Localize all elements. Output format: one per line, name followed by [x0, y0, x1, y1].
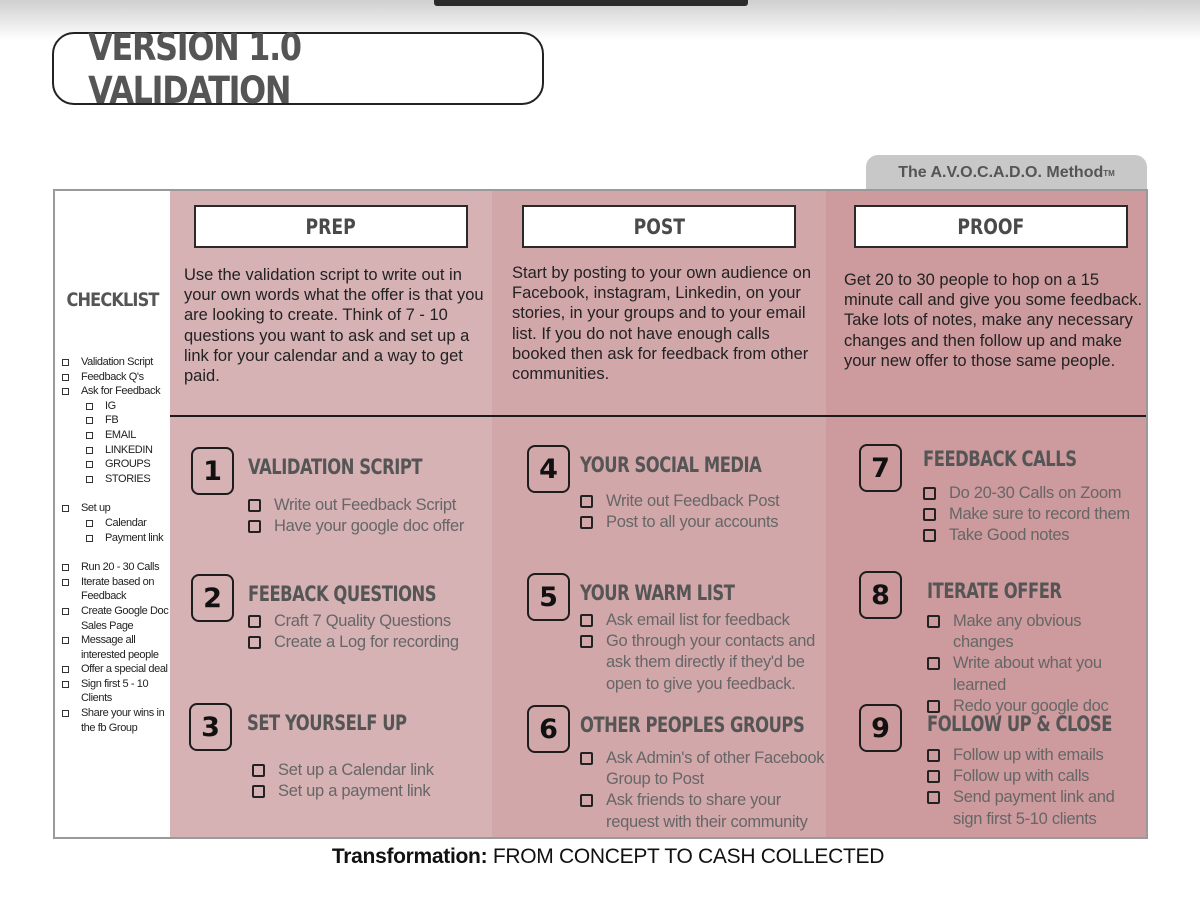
method-table: [53, 189, 1148, 839]
task-item: Make any obvious changes: [927, 611, 1132, 653]
checklist-item: Feedback Q's: [60, 370, 172, 385]
checkbox[interactable]: [86, 535, 93, 542]
checkbox[interactable]: [86, 447, 93, 454]
checklist-subitem: Payment link: [60, 531, 172, 546]
checkbox[interactable]: [927, 700, 940, 713]
task-item: Do 20-30 Calls on Zoom: [923, 483, 1153, 504]
task-item: Follow up with emails: [927, 745, 1142, 766]
checkbox[interactable]: [62, 388, 69, 395]
checklist-item: Run 20 - 30 Calls: [60, 560, 172, 575]
checkbox[interactable]: [580, 794, 593, 807]
checkbox[interactable]: [62, 666, 69, 673]
checkbox[interactable]: [62, 564, 69, 571]
step-title: FEEBACK QUESTIONS: [248, 582, 437, 606]
checkbox[interactable]: [252, 785, 265, 798]
task-list: [927, 745, 1142, 830]
step-number-badge: 1: [191, 447, 234, 495]
task-item: Craft 7 Quality Questions: [248, 611, 498, 632]
task-item: Create a Log for recording: [248, 632, 498, 653]
column-prep: [170, 191, 492, 837]
column-proof: [826, 191, 1146, 837]
checklist-subitem: FB: [60, 413, 172, 428]
step-number-badge: 2: [191, 574, 234, 622]
checkbox[interactable]: [62, 681, 69, 688]
checkbox[interactable]: [62, 359, 69, 366]
task-list: [923, 483, 1153, 547]
task-item: Send payment link and sign first 5-10 clients: [927, 787, 1142, 829]
checkbox[interactable]: [927, 791, 940, 804]
checkbox[interactable]: [62, 710, 69, 717]
step-number-badge: 4: [527, 445, 570, 493]
step-title: SET YOURSELF UP: [247, 711, 407, 735]
task-list: [927, 611, 1132, 717]
task-item: Have your google doc offer: [248, 516, 498, 537]
title-box: [52, 25, 544, 112]
checkbox[interactable]: [927, 615, 940, 628]
task-list: [580, 491, 830, 533]
checklist-items: [60, 355, 172, 735]
task-item: Ask email list for feedback: [580, 610, 820, 631]
checklist-subitem: IG: [60, 399, 172, 414]
checkbox[interactable]: [62, 637, 69, 644]
step-title: FOLLOW UP & CLOSE: [927, 712, 1112, 736]
task-item: Write out Feedback Post: [580, 491, 830, 512]
checkbox[interactable]: [923, 508, 936, 521]
checklist-item: Offer a special deal: [60, 662, 172, 677]
task-item: Post to all your accounts: [580, 512, 830, 533]
checklist-subitem: EMAIL: [60, 428, 172, 443]
task-item: Ask Admin's of other Facebook Group to Post: [580, 748, 825, 790]
step-title: FEEDBACK CALLS: [923, 447, 1077, 471]
checkbox[interactable]: [927, 657, 940, 670]
checkbox[interactable]: [580, 635, 593, 648]
checklist-subitem: LINKEDIN: [60, 443, 172, 458]
column-description: Start by posting to your own audience on Facebook, instagram, Linkedin, on your stories, in your groups and to your email list. If you do not have enough calls booked then ask for feedback from other communities.: [512, 264, 812, 384]
page-title: VERSION 1.0 VALIDATION: [88, 25, 301, 112]
footer-text: FROM CONCEPT TO CASH COLLECTED: [492, 845, 885, 868]
method-tab: [866, 155, 1147, 191]
column-post: [492, 191, 826, 837]
task-item: Write about what you learned: [927, 653, 1132, 695]
step-title: VALIDATION SCRIPT: [248, 455, 423, 479]
checkbox[interactable]: [923, 529, 936, 542]
checkbox[interactable]: [86, 417, 93, 424]
checkbox[interactable]: [580, 495, 593, 508]
task-item: Make sure to record them: [923, 504, 1153, 525]
checkbox[interactable]: [62, 579, 69, 586]
task-list: [580, 610, 820, 695]
checkbox[interactable]: [86, 461, 93, 468]
section-divider: [170, 415, 1146, 417]
checkbox[interactable]: [248, 615, 261, 628]
checkbox[interactable]: [62, 608, 69, 615]
step-title: OTHER PEOPLES GROUPS: [580, 713, 805, 737]
step-number-badge: 8: [859, 571, 902, 619]
step-title: ITERATE OFFER: [927, 579, 1062, 603]
checkbox[interactable]: [62, 505, 69, 512]
step-title: YOUR SOCIAL MEDIA: [580, 453, 762, 477]
checklist-panel: [55, 191, 170, 837]
footer-label: Transformation:: [331, 845, 488, 868]
column-description: Use the validation script to write out in your own words what the offer is that you are looking to create. Think of 7 - 10 questions you want to ask and set up a link for your calendar and a way to get paid.: [184, 266, 484, 386]
step-number-badge: 7: [859, 444, 902, 492]
checklist-item: Validation Script: [60, 355, 172, 370]
checkbox[interactable]: [62, 374, 69, 381]
window-tab-strip: [434, 0, 748, 6]
checkbox[interactable]: [580, 614, 593, 627]
column-header: PREP: [194, 205, 468, 248]
task-item: Follow up with calls: [927, 766, 1142, 787]
task-item: Write out Feedback Script: [248, 495, 498, 516]
checklist-item: Iterate based on Feedback: [60, 575, 172, 604]
checkbox[interactable]: [927, 770, 940, 783]
trademark-mark: TM: [1103, 168, 1115, 178]
step-number-badge: 6: [527, 705, 570, 753]
task-list: [248, 495, 498, 537]
task-item: Set up a payment link: [252, 781, 492, 802]
column-description: Get 20 to 30 people to hop on a 15 minute call and give you some feedback. Take lots of notes, make any necessary changes and then follow up and make your new offer to those same people.: [844, 271, 1143, 370]
task-item: Ask friends to share your request with their community: [580, 790, 825, 832]
checkbox[interactable]: [580, 516, 593, 529]
checkbox[interactable]: [86, 403, 93, 410]
task-list: [248, 611, 498, 653]
checkbox[interactable]: [252, 764, 265, 777]
checkbox[interactable]: [927, 749, 940, 762]
checklist-item: Set up: [60, 501, 172, 516]
column-header: PROOF: [854, 205, 1128, 248]
checkbox[interactable]: [86, 520, 93, 527]
checkbox[interactable]: [248, 520, 261, 533]
footer: [0, 845, 1200, 869]
task-list: [580, 748, 825, 833]
task-item: Set up a Calendar link: [252, 760, 492, 781]
checklist-item: Share your wins in the fb Group: [60, 706, 172, 735]
method-tab-label: The A.V.O.C.A.D.O. Method: [898, 164, 1104, 181]
checklist-title: CHECKLIST: [66, 289, 159, 311]
column-header: POST: [522, 205, 796, 248]
step-number-badge: 5: [527, 573, 570, 621]
checklist-subitem: Calendar: [60, 516, 172, 531]
checklist-item: Ask for Feedback: [60, 384, 172, 399]
checklist-subitem: GROUPS: [60, 457, 172, 472]
task-item: Redo your google doc: [927, 696, 1132, 717]
step-number-badge: 9: [859, 704, 902, 752]
checkbox[interactable]: [248, 636, 261, 649]
task-list: [252, 760, 492, 802]
checkbox[interactable]: [923, 487, 936, 500]
checkbox[interactable]: [580, 752, 593, 765]
checkbox[interactable]: [86, 432, 93, 439]
checklist-item: Message all interested people: [60, 633, 172, 662]
checklist-item: Create Google Doc Sales Page: [60, 604, 172, 633]
checkbox[interactable]: [248, 499, 261, 512]
checkbox[interactable]: [86, 476, 93, 483]
step-title: YOUR WARM LIST: [580, 581, 735, 605]
checklist-item: Sign first 5 - 10 Clients: [60, 677, 172, 706]
task-item: Take Good notes: [923, 525, 1153, 546]
task-item: Go through your contacts and ask them directly if they'd be open to give you feedback.: [580, 631, 820, 695]
checklist-subitem: STORIES: [60, 472, 172, 487]
step-number-badge: 3: [189, 703, 232, 751]
